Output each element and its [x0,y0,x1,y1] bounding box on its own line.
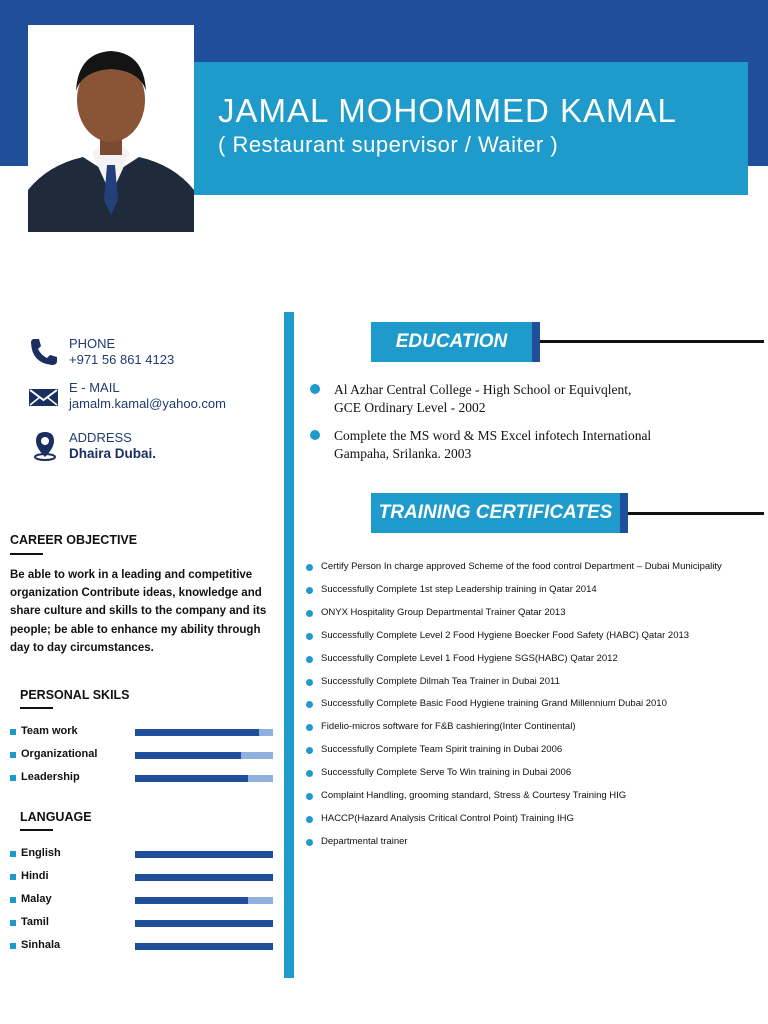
square-bullet-icon [10,775,16,781]
certificate-text: Fidelio-micros software for F&B cashiering(Inter Continental) [321,721,576,733]
education-header-line [540,340,764,343]
certificate-text: HACCP(Hazard Analysis Critical Control Point) Training IHG [321,812,574,824]
certificate-item [306,767,756,781]
education-line1: Complete the MS word & MS Excel infotech International [334,428,652,443]
certificate-item [306,607,756,621]
education-line2: GCE Ordinary Level - 2002 [334,400,486,415]
square-bullet-icon [10,920,16,926]
certificate-text: Successfully Complete Serve To Win training in Dubai 2006 [321,767,572,779]
certificate-text: Successfully Complete Level 2 Food Hygiene Boecker Food Safety (HABC) Qatar 2013 [321,629,690,641]
skill-track [135,943,273,950]
skill-bar-row [10,725,274,741]
skill-bar-row [10,771,274,787]
language-rule [20,829,53,831]
bullet-icon [306,724,313,731]
skill-fill [135,729,259,736]
skill-track [135,851,273,858]
training-title: TRAINING CERTIFICATES [378,502,613,523]
skill-bar-row [10,748,274,764]
skill-label: Leadership [21,771,80,783]
bullet-icon [310,430,320,440]
bullet-icon [306,564,313,571]
certificate-item [306,584,756,598]
certificate-text: Successfully Complete Dilmah Tea Trainer in Dubai 2011 [321,675,560,687]
skill-label: English [21,847,61,859]
skill-label: Tamil [21,916,49,928]
bullet-icon [306,770,313,777]
bullet-icon [306,816,313,823]
education-header-cap [532,322,540,362]
certificate-text: Successfully Complete Team Spirit training in Dubai 2006 [321,744,563,756]
skill-bar-row [10,939,274,955]
education-header [371,322,540,362]
education-title: EDUCATION [395,331,508,352]
skill-fill [135,920,273,927]
skill-bar-row [10,847,274,863]
skill-track [135,874,273,881]
certificate-text: Successfully Complete Level 1 Food Hygiene SGS(HABC) Qatar 2012 [321,652,618,664]
skill-fill [135,874,273,881]
skill-label: Hindi [21,870,49,882]
certificate-item [306,813,756,827]
bullet-icon [306,701,313,708]
career-objective-rule [10,553,43,555]
square-bullet-icon [10,874,16,880]
bullet-icon [306,610,313,617]
education-line1: Al Azhar Central College - High School or Equivqlent, [334,382,632,397]
email-label: E - MAIL [69,380,120,395]
address-label: ADDRESS [69,430,132,445]
certificate-item [306,790,756,804]
phone-label: PHONE [69,336,116,351]
skill-track [135,729,273,736]
certificate-item [306,744,756,758]
job-title: ( Restaurant supervisor / Waiter ) [218,132,559,157]
address-value: Dhaira Dubai. [69,446,157,461]
bullet-icon [306,839,313,846]
square-bullet-icon [10,897,16,903]
email-value[interactable]: jamalm.kamal@yahoo.com [69,396,226,411]
phone-value[interactable]: +971 56 861 4123 [69,352,175,367]
phone-icon [28,336,60,368]
skill-track [135,752,273,759]
certificate-text: Departmental trainer [321,835,408,847]
education-line2: Gampaha, Srilanka. 2003 [334,446,472,461]
bullet-icon [306,656,313,663]
training-header-cap [620,493,628,533]
profile-photo [28,25,194,232]
career-objective-title: CAREER OBJECTIVE [10,533,138,547]
skill-label: Sinhala [21,939,61,951]
certificate-item [306,698,756,712]
skill-label: Malay [21,893,52,905]
certificate-item [306,836,756,850]
skill-fill [135,851,273,858]
certificate-item [306,676,756,690]
name-banner [194,62,748,195]
skill-label: Team work [21,725,78,737]
certificate-text: Complaint Handling, grooming standard, Stress & Courtesy Training HIG [321,790,627,801]
bullet-icon [310,384,320,394]
column-divider [284,312,294,978]
location-pin-icon [28,430,60,462]
training-header [371,493,628,533]
training-header-line [628,512,764,515]
skill-fill [135,775,248,782]
certificate-item [306,561,756,575]
career-objective-text: Be able to work in a leading and competitive organization Contribute ideas, knowledge and share culture and skills to the company and its people; be able to enhance my ability through day to day circumstances. [10,569,267,654]
bullet-icon [306,747,313,754]
certificate-text: ONYX Hospitality Group Departmental Trainer Qatar 2013 [321,606,566,618]
skill-track [135,920,273,927]
language-title: LANGUAGE [20,810,92,824]
personal-skills-rule [20,707,53,709]
bullet-icon [306,679,313,686]
square-bullet-icon [10,752,16,758]
certificate-text: Certify Person In charge approved Scheme of the food control Department – Dubai Municipality [321,561,722,572]
skill-bar-row [10,870,274,886]
bullet-icon [306,587,313,594]
bullet-icon [306,793,313,800]
skill-track [135,897,273,904]
certificate-item [306,653,756,667]
square-bullet-icon [10,729,16,735]
skill-track [135,775,273,782]
personal-skills-title: PERSONAL SKILS [20,688,130,702]
certificate-text: Successfully Complete 1st step Leadership training in Qatar 2014 [321,583,597,595]
certificate-text: Successfully Complete Basic Food Hygiene training Grand Millennium Dubai 2010 [321,698,667,710]
square-bullet-icon [10,943,16,949]
mail-icon [28,380,60,412]
skill-fill [135,943,273,950]
skill-bar-row [10,893,274,909]
certificate-item [306,721,756,735]
skill-fill [135,897,248,904]
skill-bar-row [10,916,274,932]
skill-label: Organizational [21,748,98,760]
skill-fill [135,752,241,759]
full-name: JAMAL MOHOMMED KAMAL [218,92,677,129]
square-bullet-icon [10,851,16,857]
certificate-item [306,630,756,644]
bullet-icon [306,633,313,640]
